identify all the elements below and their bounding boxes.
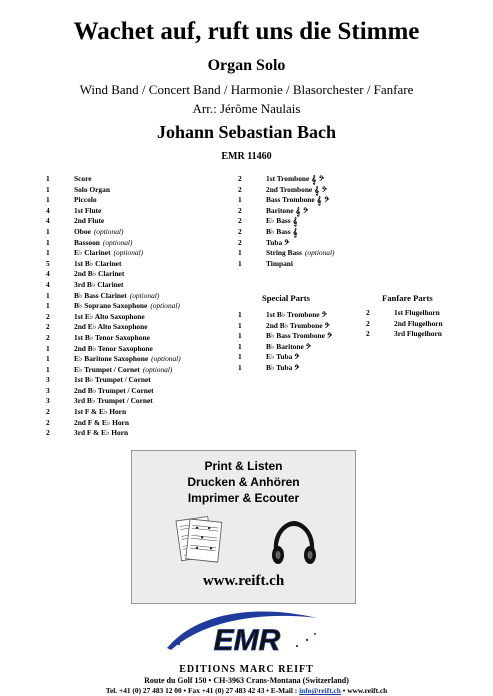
optional-note: (optional) [102,237,133,247]
part-name: 2nd E♭ Alto Saxophone [74,322,148,332]
part-name: B♭ Bass Clarinet [74,290,127,300]
part-name: 3rd Flugelhorn [394,329,442,339]
part-count: 4 [46,205,50,215]
part-count: 1 [46,195,50,205]
part-count: 4 [46,216,50,226]
part-count: 1 [46,174,50,183]
piece-title: Wachet auf, ruft uns die Stimme [73,18,420,45]
promo-url-link[interactable]: www.reift.ch [202,573,285,589]
part-count: 1 [238,248,242,258]
optional-note: (optional) [304,248,335,258]
clef-icon: 𝄞 𝄢 [295,205,309,216]
part-name: E♭ Baritone Saxophone [74,354,149,364]
part-count: 2 [46,407,50,417]
part-count: 1 [46,301,50,311]
part-name: Score [74,174,92,183]
part-count: 1 [238,352,242,362]
part-count: 1 [46,237,50,247]
part-name: 2nd Flugelhorn [394,318,443,328]
part-row [46,206,181,217]
part-name: B♭ Baritone [266,341,304,351]
part-name: B♭ Tuba [266,362,293,372]
part-row [46,238,181,249]
fanfare-part-row [366,319,443,330]
special-part-row [238,352,332,363]
part-count: 2 [46,332,50,342]
optional-note: (optional) [142,364,173,374]
part-count: 3 [46,385,50,395]
part-count: 2 [366,318,370,328]
part-row [238,248,335,259]
part-name: 2nd B♭ Tenor Saxophone [74,343,153,353]
part-count: 1 [46,343,50,353]
part-name: Piccolo [74,195,97,205]
part-name: E♭ Trumpet / Cornet [74,364,140,374]
part-count: 2 [46,428,50,438]
part-row [46,227,181,238]
part-row [238,238,335,249]
part-count: 1 [46,248,50,258]
emr-logo-mark: EMR [213,624,281,657]
emr-logo [157,606,337,664]
part-name: 2nd Trombone [266,184,313,194]
print-listen-label: Print & Listen [204,459,283,473]
part-row [46,259,181,270]
part-name: 2nd Flute [74,216,105,226]
part-count: 2 [46,417,50,427]
headphones-icon [272,521,316,564]
part-name: 1st Trombone [266,174,310,183]
part-name: 1st F & E♭ Horn [74,407,127,417]
clef-icon: 𝄢 [326,331,333,342]
part-name: Oboe [74,226,91,236]
clef-icon: 𝄞 [292,226,298,237]
part-count: 1 [238,341,242,351]
part-row [238,185,335,196]
part-count: 5 [46,258,50,268]
part-count: 4 [46,279,50,289]
part-count: 1 [46,290,50,300]
part-count: 2 [238,226,242,236]
part-name: 3rd F & E♭ Horn [74,428,129,438]
email-link[interactable]: info@reift.ch [299,686,341,695]
part-row [46,174,181,185]
part-count: 2 [46,322,50,332]
piece-subtitle: Organ Solo [207,57,286,74]
fanfare-parts-list [366,308,443,340]
part-row [46,195,181,206]
part-name: String Bass [266,248,302,258]
part-name: Timpani [266,258,293,268]
part-name: 1st B♭ Tenor Saxophone [74,332,150,342]
part-name: Solo Organ [74,184,110,194]
part-name: 1st B♭ Trombone [266,310,320,319]
part-row [238,259,335,270]
part-row [46,291,181,302]
part-count: 1 [46,184,50,194]
optional-note: (optional) [150,301,180,311]
part-row [46,418,181,429]
part-count: 2 [366,329,370,339]
clef-icon: 𝄢 [294,352,300,363]
part-name: 1st Flute [74,205,102,215]
part-name: B♭ Soprano Saxophone [74,301,148,311]
clef-icon: 𝄞 𝄢 [314,184,327,195]
print-listen-fr-label: Imprimer & Ecouter [187,491,300,505]
part-name: 2nd F & E♭ Horn [74,417,129,427]
clef-icon: 𝄢 [305,341,311,352]
special-part-row [238,331,332,342]
part-row [46,280,181,291]
part-row [238,206,335,217]
fanfare-part-row [366,308,443,319]
part-name: Bassoon [74,237,100,247]
part-count: 2 [46,311,50,321]
optional-note: (optional) [151,354,181,364]
fanfare-parts-header: Fanfare Parts [382,293,433,303]
arranger-line: Arr.: Jérôme Naulais [192,101,301,116]
fanfare-part-row [366,329,443,340]
part-name: 2nd B♭ Trumpet / Cornet [74,385,154,395]
part-name: 3rd B♭ Trumpet / Cornet [74,396,153,406]
clef-icon: 𝄢 [284,237,290,248]
composer-name: Johann Sebastian Bach [156,122,337,142]
part-count: 1 [238,195,242,205]
part-name: 1st E♭ Alto Saxophone [74,311,145,321]
part-name: 2nd B♭ Trombone [266,320,323,330]
part-row [238,195,335,206]
part-count: 1 [238,331,242,341]
contact-phone-fax: Tel. +41 (0) 27 483 12 00 • Fax +41 (0) 27 483 42 43 • E-Mail : [105,686,300,695]
part-name: B♭ Bass Trombone [266,331,325,341]
part-row [46,407,181,418]
optional-note: (optional) [129,290,160,300]
part-count: 1 [238,320,242,330]
part-row [46,312,181,323]
part-row [238,216,335,227]
part-name: 2nd B♭ Clarinet [74,269,125,279]
part-name: Tuba [266,237,283,247]
part-count: 1 [46,354,50,364]
part-name: 1st B♭ Trumpet / Cornet [74,375,151,385]
print-listen-de-label: Drucken & Anhören [187,475,300,489]
part-count: 3 [46,396,50,406]
parts-list-right [238,174,335,269]
part-row [46,428,181,439]
clef-icon: 𝄞 𝄢 [316,195,330,206]
clef-icon: 𝄢 [321,310,327,320]
special-part-row [238,321,332,332]
contact-website: • www.reift.ch [340,686,388,695]
part-count: 3 [46,375,50,385]
part-count: 4 [46,269,50,279]
part-row [46,248,181,259]
optional-note: (optional) [93,226,124,236]
clef-icon: 𝄢 [294,362,300,373]
part-count: 1 [46,364,50,374]
part-count: 2 [238,184,242,194]
part-row [46,396,181,407]
special-part-row [238,363,332,374]
part-row [46,365,181,376]
part-name: E♭ Tuba [266,352,293,362]
clef-icon: 𝄞 𝄢 [311,174,324,184]
part-name: 1st Flugelhorn [394,308,440,317]
special-parts-header: Special Parts [262,293,310,303]
special-part-row [238,310,332,321]
special-parts-list [238,310,332,374]
part-count: 1 [238,310,242,319]
clef-icon: 𝄞 [292,216,298,227]
publisher-address: Route du Golf 150 • CH-3963 Crans-Montana (Switzerland) [144,676,349,685]
part-row [46,354,181,365]
part-row [46,185,181,196]
part-row [46,269,181,280]
part-row [46,322,181,333]
part-count: 2 [238,237,242,247]
parts-list-left [46,174,181,439]
optional-note: (optional) [113,248,144,258]
part-count: 2 [238,216,242,226]
part-name: E♭ Bass [266,216,291,226]
clef-icon: 𝄢 [324,320,330,331]
part-row [46,386,181,397]
part-count: 1 [238,258,242,268]
publisher-wordmark: EDITIONS MARC REIFT [179,664,314,675]
part-count: 2 [366,308,370,317]
special-part-row [238,342,332,353]
part-row [46,216,181,227]
part-name: 3rd B♭ Clarinet [74,279,124,289]
catalog-number: EMR 11460 [221,151,272,162]
part-row [46,333,181,344]
part-name: E♭ Clarinet [74,248,111,258]
print-listen-box[interactable] [131,450,356,604]
part-row [238,227,335,238]
ensemble-line: Wind Band / Concert Band / Harmonie / Blasorchester / Fanfare [79,82,414,97]
part-name: B♭ Bass [266,226,291,236]
part-count: 2 [238,205,242,215]
part-name: 1st B♭ Clarinet [74,258,122,268]
part-count: 1 [238,362,242,372]
part-name: Baritone [266,205,294,215]
part-count: 2 [238,174,242,183]
part-row [238,174,335,185]
part-row [46,301,181,312]
part-row [46,344,181,355]
part-count: 1 [46,226,50,236]
part-row [46,375,181,386]
publisher-contact [0,686,493,695]
part-name: Bass Trombone [266,195,315,205]
